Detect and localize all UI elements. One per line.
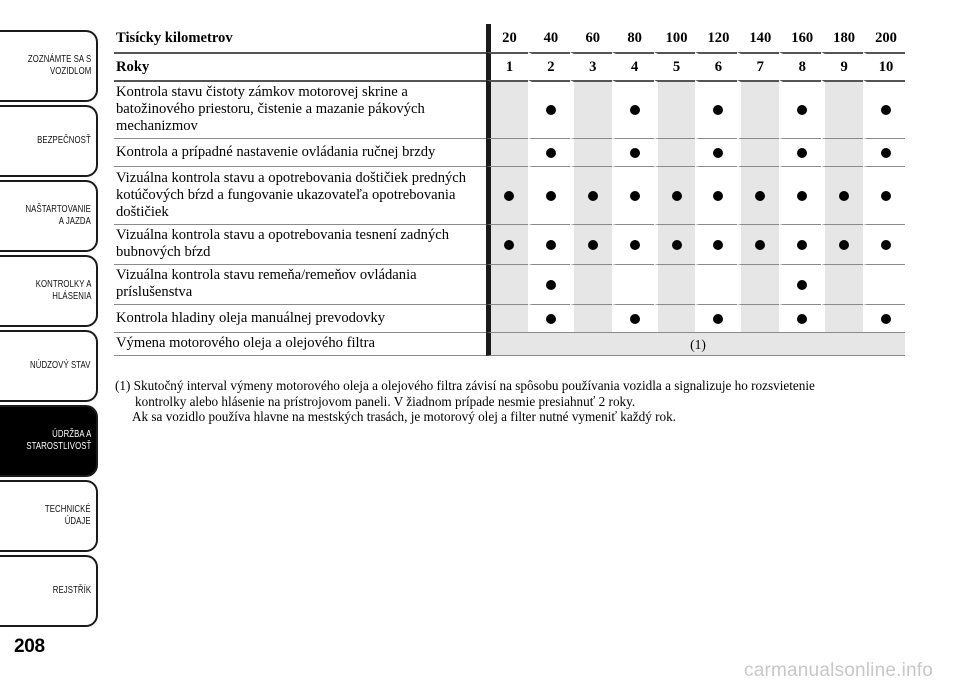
schedule-cell [654, 224, 696, 264]
scheduled-dot-icon [713, 105, 723, 115]
years-header-label: Roky [114, 52, 486, 80]
tab-kontrolky-a-hlasenia[interactable] [0, 255, 98, 327]
oil-change-note: (1) [486, 332, 905, 356]
row-description: Vizuálna kontrola stavu remeňa/remeňov ovládania príslušenstva [114, 264, 486, 304]
schedule-cell [695, 224, 737, 264]
scheduled-dot-icon [881, 191, 891, 201]
schedule-cell [821, 166, 863, 224]
schedule-cell [612, 166, 654, 224]
row-description: Vizuálna kontrola stavu a opotrebovania doštičiek predných kotúčových bŕzd a fungovanie ukazovateľa opotrebovania doštičiek [114, 166, 486, 224]
scheduled-dot-icon [797, 105, 807, 115]
schedule-cell [821, 224, 863, 264]
tab-label: ÚDRŽBA A STAROSTLIVOSŤ [25, 429, 91, 452]
years-header-cell: 9 [821, 52, 863, 80]
watermark: carmanualsonline.info [744, 660, 934, 681]
schedule-cell [570, 138, 612, 166]
km-header-label: Tisícky kilometrov [116, 29, 233, 46]
schedule-cell [612, 138, 654, 166]
schedule-cell [486, 80, 528, 138]
tab-label: REJSTŘÍK [52, 585, 91, 596]
schedule-cell [612, 304, 654, 332]
years-header-row [114, 52, 905, 80]
scheduled-dot-icon [881, 148, 891, 158]
scheduled-dot-icon [713, 314, 723, 324]
schedule-cell [528, 166, 570, 224]
scheduled-dot-icon [546, 105, 556, 115]
km-header-cell: 140 [737, 24, 779, 52]
schedule-cell [486, 304, 528, 332]
row-description: Výmena motorového oleja a olejového filtra [114, 332, 486, 356]
scheduled-dot-icon [588, 191, 598, 201]
schedule-cell [486, 264, 528, 304]
schedule-cell [486, 138, 528, 166]
scheduled-dot-icon [672, 191, 682, 201]
scheduled-dot-icon [881, 314, 891, 324]
schedule-cell [863, 138, 905, 166]
footnote-line: Ak sa vozidlo používa hlavne na mestských trasách, je motorový olej a filter nutné vymeniť každý rok. [132, 409, 676, 424]
row-description: Kontrola stavu čistoty zámkov motorovej skrine a batožinového priestoru, čistenie a mazanie pákových mechanizmov [114, 80, 486, 138]
schedule-cell [821, 264, 863, 304]
row-description: Kontrola hladiny oleja manuálnej prevodovky [114, 304, 486, 332]
schedule-cell [486, 166, 528, 224]
scheduled-dot-icon [797, 314, 807, 324]
schedule-cell [863, 224, 905, 264]
tab-label: TECHNICKÉ ÚDAJE [45, 504, 91, 527]
tab-zoznamte-sa-s-vozidlom[interactable] [0, 30, 98, 102]
schedule-cell [570, 224, 612, 264]
km-header-cell: 120 [695, 24, 737, 52]
schedule-cell [737, 264, 779, 304]
scheduled-dot-icon [839, 240, 849, 250]
schedule-cell [570, 264, 612, 304]
years-header-cell: 5 [654, 52, 696, 80]
km-header-cell: 160 [779, 24, 821, 52]
years-header-cell: 6 [695, 52, 737, 80]
scheduled-dot-icon [546, 148, 556, 158]
schedule-cell [612, 80, 654, 138]
scheduled-dot-icon [630, 148, 640, 158]
tab-nudzovy-stav[interactable] [0, 330, 98, 402]
scheduled-dot-icon [546, 191, 556, 201]
oil-change-row [114, 332, 905, 356]
scheduled-dot-icon [672, 240, 682, 250]
scheduled-dot-icon [881, 240, 891, 250]
schedule-cell [821, 304, 863, 332]
schedule-cell [528, 304, 570, 332]
years-header-cell: 8 [779, 52, 821, 80]
scheduled-dot-icon [630, 240, 640, 250]
km-header-row [114, 24, 905, 52]
footnote-line: (1) Skutočný interval výmeny motorového oleja a olejového filtra závisí na spôsobu používania vozidla a signalizuje ho rozsvietenie [115, 378, 815, 393]
schedule-row [114, 304, 905, 332]
schedule-cell [779, 80, 821, 138]
scheduled-dot-icon [755, 191, 765, 201]
footnote-line: kontrolky alebo hlásenie na prístrojovom paneli. V žiadnom prípade nesmie presiahnuť 2 roky. [135, 393, 636, 409]
schedule-cell [737, 304, 779, 332]
schedule-cell [779, 138, 821, 166]
schedule-cell [654, 264, 696, 304]
schedule-cell [779, 304, 821, 332]
scheduled-dot-icon [713, 191, 723, 201]
schedule-cell [612, 264, 654, 304]
schedule-cell [821, 138, 863, 166]
schedule-cell [570, 80, 612, 138]
schedule-cell [737, 224, 779, 264]
km-header-cell: 40 [528, 24, 570, 52]
schedule-cell [528, 80, 570, 138]
years-header-cell: 1 [486, 52, 528, 80]
scheduled-dot-icon [797, 240, 807, 250]
km-header-cell: 180 [821, 24, 863, 52]
km-header-cell: 200 [863, 24, 905, 52]
schedule-cell [821, 80, 863, 138]
tab-label: ZOZNÁMTE SA S VOZIDLOM [27, 54, 91, 77]
schedule-cell [528, 264, 570, 304]
schedule-cell [737, 80, 779, 138]
km-header-cell: 80 [612, 24, 654, 52]
tab-label: BEZPEČNOSŤ [37, 135, 91, 146]
schedule-row [114, 166, 905, 224]
tab-label: KONTROLKY A HLÁSENIA [35, 279, 91, 302]
scheduled-dot-icon [504, 191, 514, 201]
schedule-row [114, 80, 905, 138]
scheduled-dot-icon [797, 280, 807, 290]
schedule-cell [654, 138, 696, 166]
scheduled-dot-icon [588, 240, 598, 250]
tab-label: NÚDZOVÝ STAV [30, 360, 91, 371]
scheduled-dot-icon [630, 314, 640, 324]
schedule-row [114, 264, 905, 304]
tab-udrzba-a-starostlivost[interactable] [0, 405, 98, 477]
schedule-cell [737, 166, 779, 224]
years-header-cell: 10 [863, 52, 905, 80]
schedule-cell [570, 166, 612, 224]
schedule-cell [486, 224, 528, 264]
scheduled-dot-icon [881, 105, 891, 115]
page-number: 208 [14, 636, 45, 657]
km-header-cell: 100 [654, 24, 696, 52]
tab-bezpecnost[interactable] [0, 105, 98, 177]
schedule-cell [612, 224, 654, 264]
schedule-cell [863, 264, 905, 304]
schedule-cell [737, 138, 779, 166]
km-header-cell: 60 [570, 24, 612, 52]
scheduled-dot-icon [546, 314, 556, 324]
scheduled-dot-icon [713, 148, 723, 158]
maintenance-schedule-table [114, 24, 905, 356]
schedule-cell [779, 224, 821, 264]
scheduled-dot-icon [630, 191, 640, 201]
footnote [115, 378, 915, 425]
schedule-cell [654, 166, 696, 224]
tab-nastartovanie-a-jazda[interactable] [0, 180, 98, 252]
schedule-cell [654, 80, 696, 138]
scheduled-dot-icon [839, 191, 849, 201]
schedule-cell [528, 138, 570, 166]
years-header-cell: 4 [612, 52, 654, 80]
years-header-cell: 7 [737, 52, 779, 80]
schedule-cell [863, 304, 905, 332]
scheduled-dot-icon [797, 148, 807, 158]
schedule-cell [654, 304, 696, 332]
scheduled-dot-icon [630, 105, 640, 115]
scheduled-dot-icon [504, 240, 514, 250]
km-header-cell: 20 [486, 24, 528, 52]
schedule-cell [695, 80, 737, 138]
schedule-cell [570, 304, 612, 332]
schedule-row [114, 224, 905, 264]
years-header-cell: 2 [528, 52, 570, 80]
row-description: Vizuálna kontrola stavu a opotrebovania tesnení zadných bubnových bŕzd [114, 224, 486, 264]
row-description: Kontrola a prípadné nastavenie ovládania ručnej brzdy [114, 138, 486, 166]
schedule-cell [779, 166, 821, 224]
schedule-cell [779, 264, 821, 304]
schedule-cell [863, 80, 905, 138]
scheduled-dot-icon [797, 191, 807, 201]
scheduled-dot-icon [546, 280, 556, 290]
scheduled-dot-icon [755, 240, 765, 250]
schedule-cell [695, 166, 737, 224]
schedule-cell [528, 224, 570, 264]
schedule-cell [695, 304, 737, 332]
schedule-cell [695, 138, 737, 166]
schedule-cell [695, 264, 737, 304]
scheduled-dot-icon [713, 240, 723, 250]
tab-technicke-udaje[interactable] [0, 480, 98, 552]
years-header-cell: 3 [570, 52, 612, 80]
schedule-cell [863, 166, 905, 224]
section-tabs [0, 0, 100, 686]
tab-rejstrik[interactable] [0, 555, 98, 627]
schedule-row [114, 138, 905, 166]
scheduled-dot-icon [546, 240, 556, 250]
tab-label: NAŠTARTOVANIE A JAZDA [25, 204, 91, 227]
